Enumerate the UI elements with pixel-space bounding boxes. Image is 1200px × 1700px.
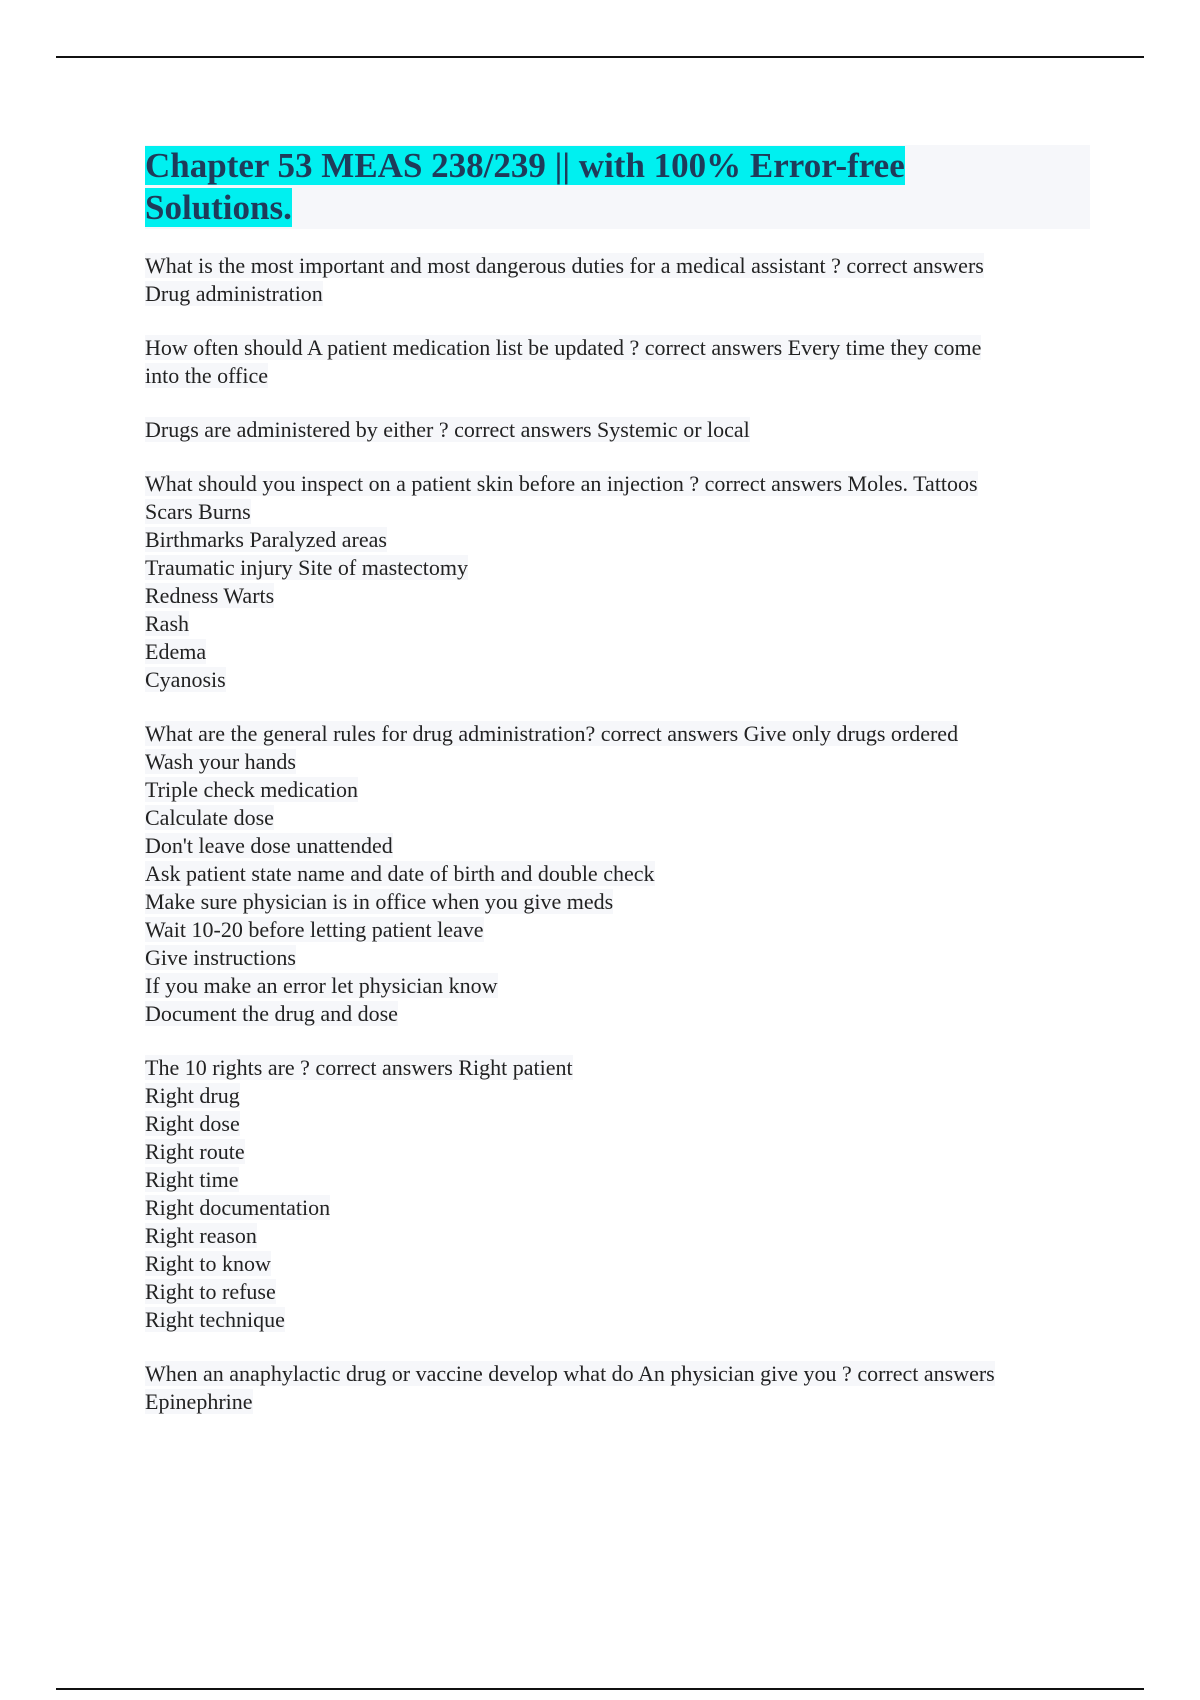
qa-item bbox=[145, 470, 1090, 694]
qa-text: Birthmarks Paralyzed areas bbox=[145, 527, 387, 552]
qa-text: Right time bbox=[145, 1167, 239, 1192]
qa-text: The 10 rights are ? correct answers Right patient bbox=[145, 1055, 573, 1080]
answer-line bbox=[145, 804, 1090, 832]
qa-text: Document the drug and dose bbox=[145, 1001, 398, 1026]
answer-line bbox=[145, 1250, 1090, 1278]
question-line bbox=[145, 416, 1090, 444]
answer-line bbox=[145, 860, 1090, 888]
qa-text: Redness Warts bbox=[145, 583, 275, 608]
qa-text: Epinephrine bbox=[145, 1389, 253, 1414]
answer-line bbox=[145, 888, 1090, 916]
qa-item bbox=[145, 416, 1090, 444]
title-line-1: Chapter 53 MEAS 238/239 || with 100% Error-free bbox=[145, 146, 905, 185]
answer-line bbox=[145, 832, 1090, 860]
qa-text: Right to refuse bbox=[145, 1279, 276, 1304]
title-block bbox=[145, 145, 1090, 229]
qa-text: Calculate dose bbox=[145, 805, 274, 830]
title-line-2: Solutions. bbox=[145, 188, 292, 227]
qa-text: Triple check medication bbox=[145, 777, 359, 802]
answer-line bbox=[145, 748, 1090, 776]
qa-text: Wash your hands bbox=[145, 749, 296, 774]
qa-text: Right drug bbox=[145, 1083, 240, 1108]
answer-line bbox=[145, 1082, 1090, 1110]
answer-line bbox=[145, 554, 1090, 582]
qa-item bbox=[145, 720, 1090, 1028]
question-line bbox=[145, 1054, 1090, 1082]
answer-line bbox=[145, 944, 1090, 972]
qa-text: Traumatic injury Site of mastectomy bbox=[145, 555, 469, 580]
answer-line bbox=[145, 610, 1090, 638]
answer-line bbox=[145, 1166, 1090, 1194]
qa-text: into the office bbox=[145, 363, 268, 388]
answer-line bbox=[145, 1110, 1090, 1138]
question-line bbox=[145, 720, 1090, 748]
qa-text: Edema bbox=[145, 639, 207, 664]
question-line bbox=[145, 334, 1090, 362]
qa-item bbox=[145, 334, 1090, 390]
answer-line bbox=[145, 1388, 1090, 1416]
qa-text: What is the most important and most dangerous duties for a medical assistant ? correct answers bbox=[145, 253, 984, 278]
question-line bbox=[145, 470, 1090, 498]
qa-text: Wait 10-20 before letting patient leave bbox=[145, 917, 484, 942]
qa-text: If you make an error let physician know bbox=[145, 973, 498, 998]
question-line bbox=[145, 1360, 1090, 1388]
footer-rule bbox=[56, 1688, 1144, 1690]
answer-line bbox=[145, 498, 1090, 526]
answer-line bbox=[145, 280, 1090, 308]
document-body bbox=[145, 145, 1090, 1442]
answer-line bbox=[145, 362, 1090, 390]
answer-line bbox=[145, 526, 1090, 554]
qa-text: What should you inspect on a patient skin before an injection ? correct answers Moles. Tattoos bbox=[145, 471, 978, 496]
qa-text: Ask patient state name and date of birth and double check bbox=[145, 861, 655, 886]
answer-line bbox=[145, 776, 1090, 804]
question-line bbox=[145, 252, 1090, 280]
qa-text: Don't leave dose unattended bbox=[145, 833, 393, 858]
qa-text: Right documentation bbox=[145, 1195, 331, 1220]
answer-line bbox=[145, 1000, 1090, 1028]
qa-text: Right reason bbox=[145, 1223, 257, 1248]
header-rule bbox=[56, 56, 1144, 58]
qa-text: Right route bbox=[145, 1139, 245, 1164]
answer-line bbox=[145, 1222, 1090, 1250]
qa-text: Drugs are administered by either ? correct answers Systemic or local bbox=[145, 417, 750, 442]
document-title bbox=[145, 145, 1090, 229]
qa-text: Right dose bbox=[145, 1111, 240, 1136]
qa-item bbox=[145, 252, 1090, 308]
answer-line bbox=[145, 638, 1090, 666]
answer-line bbox=[145, 1138, 1090, 1166]
qa-text: Make sure physician is in office when you give meds bbox=[145, 889, 614, 914]
answer-line bbox=[145, 916, 1090, 944]
answer-line bbox=[145, 666, 1090, 694]
answer-line bbox=[145, 1306, 1090, 1334]
answer-line bbox=[145, 1278, 1090, 1306]
answer-line bbox=[145, 582, 1090, 610]
qa-text: Right to know bbox=[145, 1251, 271, 1276]
qa-item bbox=[145, 1360, 1090, 1416]
qa-item bbox=[145, 1054, 1090, 1334]
qa-text: Drug administration bbox=[145, 281, 323, 306]
qa-text: Cyanosis bbox=[145, 667, 226, 692]
answer-line bbox=[145, 972, 1090, 1000]
qa-text: How often should A patient medication list be updated ? correct answers Every time they come bbox=[145, 335, 982, 360]
qa-text: Give instructions bbox=[145, 945, 296, 970]
qa-text: Scars Burns bbox=[145, 499, 251, 524]
qa-list bbox=[145, 252, 1090, 1416]
qa-text: Right technique bbox=[145, 1307, 285, 1332]
answer-line bbox=[145, 1194, 1090, 1222]
qa-text: What are the general rules for drug administration? correct answers Give only drugs ordered bbox=[145, 721, 959, 746]
qa-text: Rash bbox=[145, 611, 189, 636]
qa-text: When an anaphylactic drug or vaccine develop what do An physician give you ? correct answers bbox=[145, 1361, 995, 1386]
